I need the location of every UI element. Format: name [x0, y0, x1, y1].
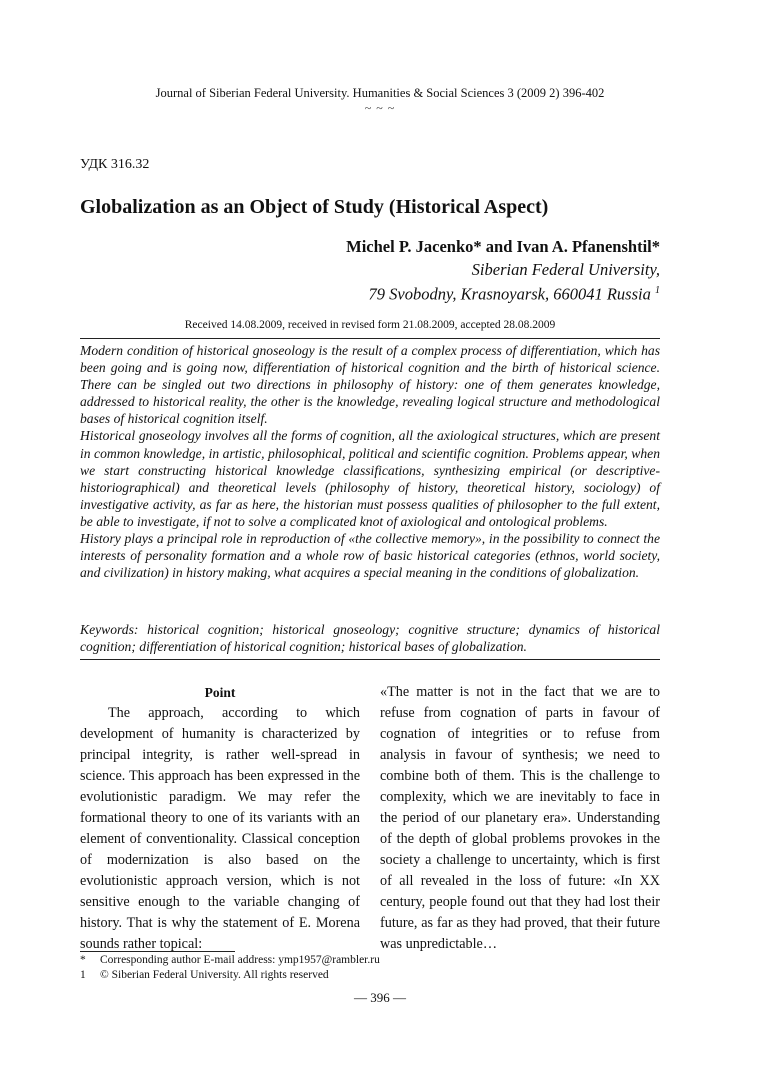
udk-code: УДК 316.32 — [80, 157, 150, 172]
body-paragraph-right: «The matter is not in the fact that we are to refuse from cognation of parts in favour of cognation of integrities or to refuse from analysis in favour of synthesis; we need to combine both of them. This is the challenge to complexity, which we are inevitably to face in the period of our planetary era». Understanding of the depth of global problems provokes in the society a challenge to uncertainty, which is first of all revealed in the loss of future: «In XX century, people found out that they had lost their future, as far as they had proved, that their future was unpredictable… — [380, 684, 660, 952]
affiliation-address: 79 Svobodny, Krasnoyarsk, 660041 Russia — [368, 284, 651, 304]
abstract-paragraph-2: Historical gnoseology involves all the forms of cognition, all the axiological structures, which are present in common knowledge, in artistic, philosophical, political and scientific cognition. Problems appear, when we start constructing historical knowledge classifications, synthesizing empirical (or descriptive-historiographical) and theoretical levels (philosophy of history, theoretical history, sociology) of investigative activity, as far as here, the historian must possess qualities of philosopher to the full extent, be able to investigate, if not to solve a complicated knot of axiological and ontological problems. — [80, 428, 660, 529]
footnote-item — [80, 968, 380, 983]
affiliation-line2 — [369, 280, 660, 305]
abstract — [80, 342, 660, 581]
footnote-text: Corresponding author E-mail address: ymp1957@rambler.ru — [100, 954, 380, 966]
affiliation — [369, 259, 660, 305]
footnote-rule — [80, 951, 235, 952]
received-dates: Received 14.08.2009, received in revised form 21.08.2009, accepted 28.08.2009 — [184, 319, 556, 331]
page-number: — 396 — — [354, 990, 406, 1005]
footnote-mark: 1 — [80, 969, 86, 981]
header-ornament: ~ ~ ~ — [364, 101, 396, 115]
journal-header: Journal of Siberian Federal University. Humanities & Social Sciences 3 (2009 2) 396-402 — [155, 86, 605, 100]
article-authors: Michel P. Jacenko* and Ivan A. Pfanenshtil* — [346, 237, 660, 256]
footnote-text: © Siberian Federal University. All rights reserved — [100, 969, 329, 981]
abstract-top-rule — [80, 338, 660, 339]
section-heading: Point — [204, 685, 236, 700]
keywords: Keywords: historical cognition; historical gnoseology; cognitive structure; dynamics of historical cognition; differentiation of historical cognition; historical bases of globalization. — [80, 622, 660, 655]
affiliation-note: 1 — [655, 285, 660, 296]
footnote-mark: * — [80, 954, 86, 966]
abstract-paragraph-3: History plays a principal role in reproduction of «the collective memory», in the possibility to connect the interests of personality formation and a whole row of basic historical categories (ethnos, world society, and civilization) in history making, what acquires a special meaning in the conditions of globalization. — [80, 531, 660, 581]
abstract-paragraph-1: Modern condition of historical gnoseology is the result of a complex process of differentiation, which has been going and is going now, differentiation of historical cognition and the birth of historical science. There can be singled out two directions in philosophy of history: one of them generates knowledge, addressed to historical reality, the other is the knowledge, revealing logical structure and methodological bases of historical cognition itself. — [80, 343, 660, 427]
body-column-left — [80, 682, 360, 955]
footnotes — [80, 953, 380, 983]
body-paragraph-left: The approach, according to which development of humanity is characterized by principal integrity, is rather well-spread in science. This approach has been expressed in the evolutionistic paradigm. We may refer the formational theory to one of its variants with an element of conventionality. Classical conception of modernization is also based on the evolutionistic approach version, which is not sensitive enough to the variable changing of history. That is why the statement of E. Morena sounds rather topical: — [80, 705, 360, 952]
affiliation-line1: Siberian Federal University, — [471, 260, 660, 279]
abstract-bottom-rule — [80, 659, 660, 660]
footnote-item — [80, 953, 380, 968]
body-column-right — [380, 682, 660, 955]
article-title: Globalization as an Object of Study (Historical Aspect) — [80, 196, 549, 218]
